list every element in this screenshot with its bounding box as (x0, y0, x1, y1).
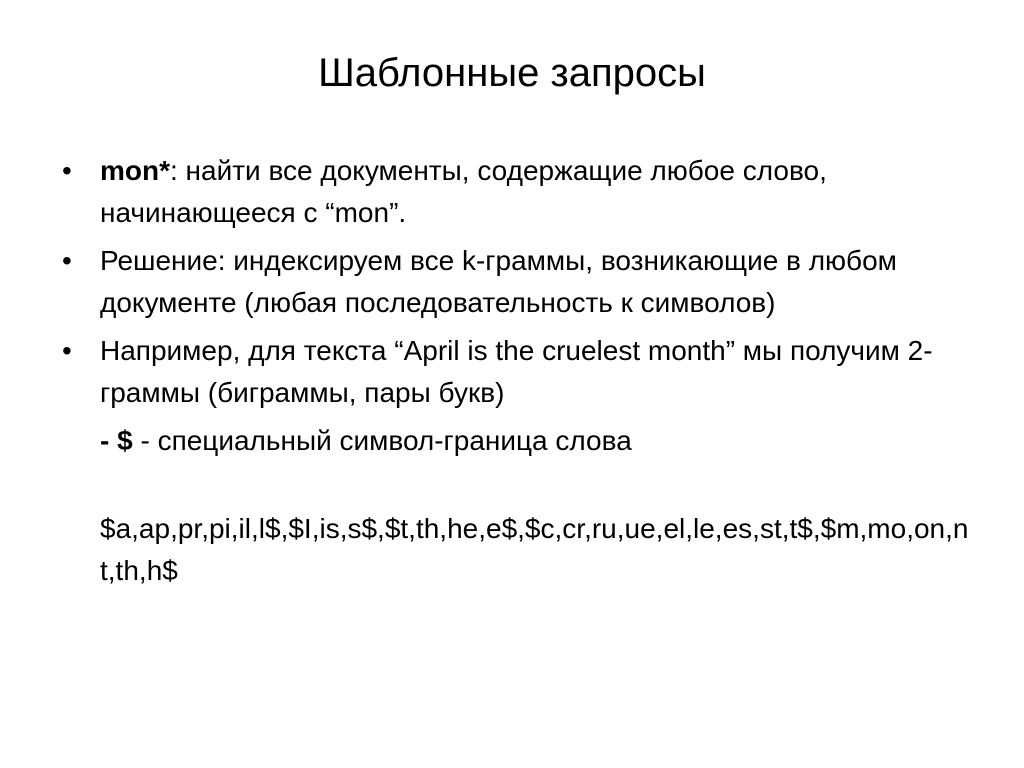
bigram-list: $a,ap,pr,pi,il,l$,$I,is,s$,$t,th,he,e$,$c,cr,ru,ue,el,le,es,st,t$,$m,mo,on,nt,th,h$ (100, 513, 969, 586)
boundary-symbol: - $ (100, 425, 133, 456)
spacer (62, 462, 972, 508)
slide-title: Шаблонные запросы (318, 51, 706, 95)
bullet-body: : найти все документы, содержащие любое слово, начинающееся с “mon”. (100, 155, 827, 228)
bullet-icon: • (62, 335, 72, 366)
boundary-note (62, 420, 972, 462)
bullet-item (62, 330, 972, 414)
bullet-body: Например, для текста “April is the cruelest month” мы получим 2-граммы (биграммы, пары букв) (100, 335, 933, 408)
bullet-body: Решение: индексируем все k-граммы, возникающие в любом документе (любая последовательность к символов) (100, 245, 897, 318)
bullet-bold-term: mon* (100, 155, 170, 186)
bullet-icon: • (62, 245, 72, 276)
boundary-description: - специальный символ-граница слова (132, 425, 632, 456)
bullet-text (100, 150, 972, 234)
bullet-item (62, 150, 972, 234)
bullet-icon: • (62, 155, 72, 186)
slide-body (62, 150, 972, 592)
bullet-item (62, 240, 972, 324)
